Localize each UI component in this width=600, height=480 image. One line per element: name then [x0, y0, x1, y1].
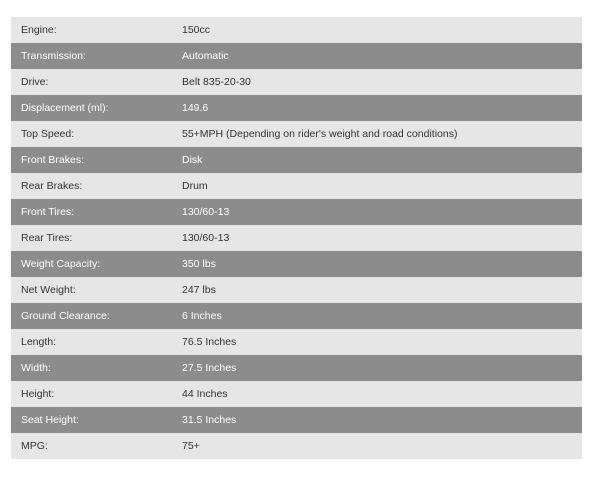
spec-row-length [11, 329, 582, 355]
spec-value: Automatic [182, 43, 582, 69]
spec-row-weight-capacity [11, 251, 582, 277]
spec-label: MPG: [11, 433, 182, 459]
spec-row-rear-tires [11, 225, 582, 251]
spec-row-transmission [11, 43, 582, 69]
spec-label: Height: [11, 381, 182, 407]
spec-row-top-speed [11, 121, 582, 147]
spec-value: 350 lbs [182, 251, 582, 277]
spec-row-width [11, 355, 582, 381]
spec-row-seat-height [11, 407, 582, 433]
spec-row-front-tires [11, 199, 582, 225]
spec-row-mpg [11, 433, 582, 459]
spec-value: 55+MPH (Depending on rider's weight and road conditions) [182, 121, 582, 147]
spec-row-height [11, 381, 582, 407]
specifications-table [11, 17, 582, 459]
spec-row-drive [11, 69, 582, 95]
spec-row-ground-clearance [11, 303, 582, 329]
spec-label: Transmission: [11, 43, 182, 69]
spec-label: Net Weight: [11, 277, 182, 303]
spec-label: Rear Tires: [11, 225, 182, 251]
spec-label: Seat Height: [11, 407, 182, 433]
spec-value: 31.5 Inches [182, 407, 582, 433]
spec-value: 27.5 Inches [182, 355, 582, 381]
spec-value: 130/60-13 [182, 199, 582, 225]
spec-label: Top Speed: [11, 121, 182, 147]
spec-row-engine [11, 17, 582, 43]
spec-value: 149.6 [182, 95, 582, 121]
spec-value: 44 Inches [182, 381, 582, 407]
spec-label: Weight Capacity: [11, 251, 182, 277]
spec-value: 6 Inches [182, 303, 582, 329]
spec-label: Rear Brakes: [11, 173, 182, 199]
spec-label: Width: [11, 355, 182, 381]
spec-label: Drive: [11, 69, 182, 95]
spec-row-displacement [11, 95, 582, 121]
spec-value: 76.5 Inches [182, 329, 582, 355]
spec-label: Front Tires: [11, 199, 182, 225]
spec-value: 150cc [182, 17, 582, 43]
spec-value: Belt 835-20-30 [182, 69, 582, 95]
spec-value: 247 lbs [182, 277, 582, 303]
spec-label: Displacement (ml): [11, 95, 182, 121]
spec-row-front-brakes [11, 147, 582, 173]
spec-label: Front Brakes: [11, 147, 182, 173]
spec-row-rear-brakes [11, 173, 582, 199]
spec-label: Engine: [11, 17, 182, 43]
spec-value: 130/60-13 [182, 225, 582, 251]
spec-value: Drum [182, 173, 582, 199]
spec-value: 75+ [182, 433, 582, 459]
spec-row-net-weight [11, 277, 582, 303]
spec-label: Length: [11, 329, 182, 355]
spec-label: Ground Clearance: [11, 303, 182, 329]
spec-value: Disk [182, 147, 582, 173]
